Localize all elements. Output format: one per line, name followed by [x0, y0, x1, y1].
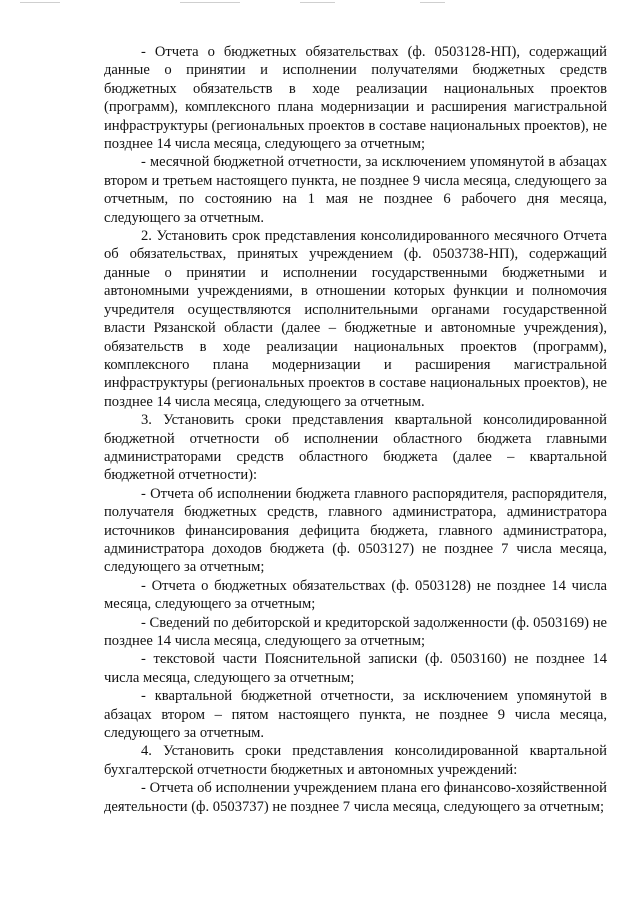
scan-top-edge — [0, 0, 640, 6]
paragraph: - квартальной бюджетной отчетности, за исключением упомянутой в абзацах втором – пятом настоящего пункта, не позднее 9 числа месяца, следующего за отчетным. — [104, 688, 607, 742]
document-body — [104, 43, 607, 816]
paragraph: 3. Установить сроки представления квартальной консолидированной бюджетной отчетности об исполнении областного бюджета главными администраторами средств областного бюджета (далее – квартальной бюджетной отчетности): — [104, 412, 607, 484]
paragraph: 2. Установить срок представления консолидированного месячного Отчета об обязательствах, принятых учреждением (ф. 0503738-НП), содержащий данные о принятии и исполнении государственными бюджетными и автономными учреждениями, в отношении которых функции и полномочия учредителя осуществляются исполнительными органами государственной власти Рязанской области (далее – бюджетные и автономные учреждения), обязательств в ходе реализации национальных проектов (программ), комплексного плана модернизации и расширения магистральной инфраструктуры (региональных проектов в составе национальных проектов), не позднее 14 числа месяца, следующего за отчетным. — [104, 228, 607, 410]
paragraph: - текстовой части Пояснительной записки (ф. 0503160) не позднее 14 числа месяца, следующего за отчетным; — [104, 651, 607, 686]
paragraph: - Отчета об исполнении учреждением плана его финансово-хозяйственной деятельности (ф. 0503737) не позднее 7 числа месяца, следующего за отчетным; — [104, 780, 607, 815]
paragraph: - Отчета о бюджетных обязательствах (ф. 0503128) не позднее 14 числа месяца, следующего за отчетным; — [104, 577, 607, 613]
paragraph: - Сведений по дебиторской и кредиторской задолженности (ф. 0503169) не позднее 14 числа месяца, следующего за отчетным; — [104, 614, 607, 649]
paragraph: 4. Установить сроки представления консолидированной квартальной бухгалтерской отчетности бюджетных и автономных учреждений: — [104, 743, 607, 778]
paragraph: - месячной бюджетной отчетности, за исключением упомянутой в абзацах втором и третьем настоящего пункта, не позднее 9 числа месяца, следующего за отчетным, по состоянию на 1 мая не позднее 6 рабочего дня месяца, следующего за отчетным. — [104, 154, 607, 226]
paragraph: - Отчета об исполнении бюджета главного распорядителя, распорядителя, получателя бюджетных средств, главного администратора, администратора источников финансирования дефицита бюджета, главного администратора, администратора доходов бюджета (ф. 0503127) не позднее 7 числа месяца, следующего за отчетным; — [104, 485, 607, 576]
paragraph: - Отчета о бюджетных обязательствах (ф. 0503128-НП), содержащий данные о принятии и исполнении получателями бюджетных средств бюджетных обязательств в ходе реализации национальных проектов (программ), комплексного плана модернизации и расширения магистральной инфраструктуры (региональных проектов в составе национальных проектов), не позднее 14 числа месяца, следующего за отчетным; — [104, 44, 607, 153]
